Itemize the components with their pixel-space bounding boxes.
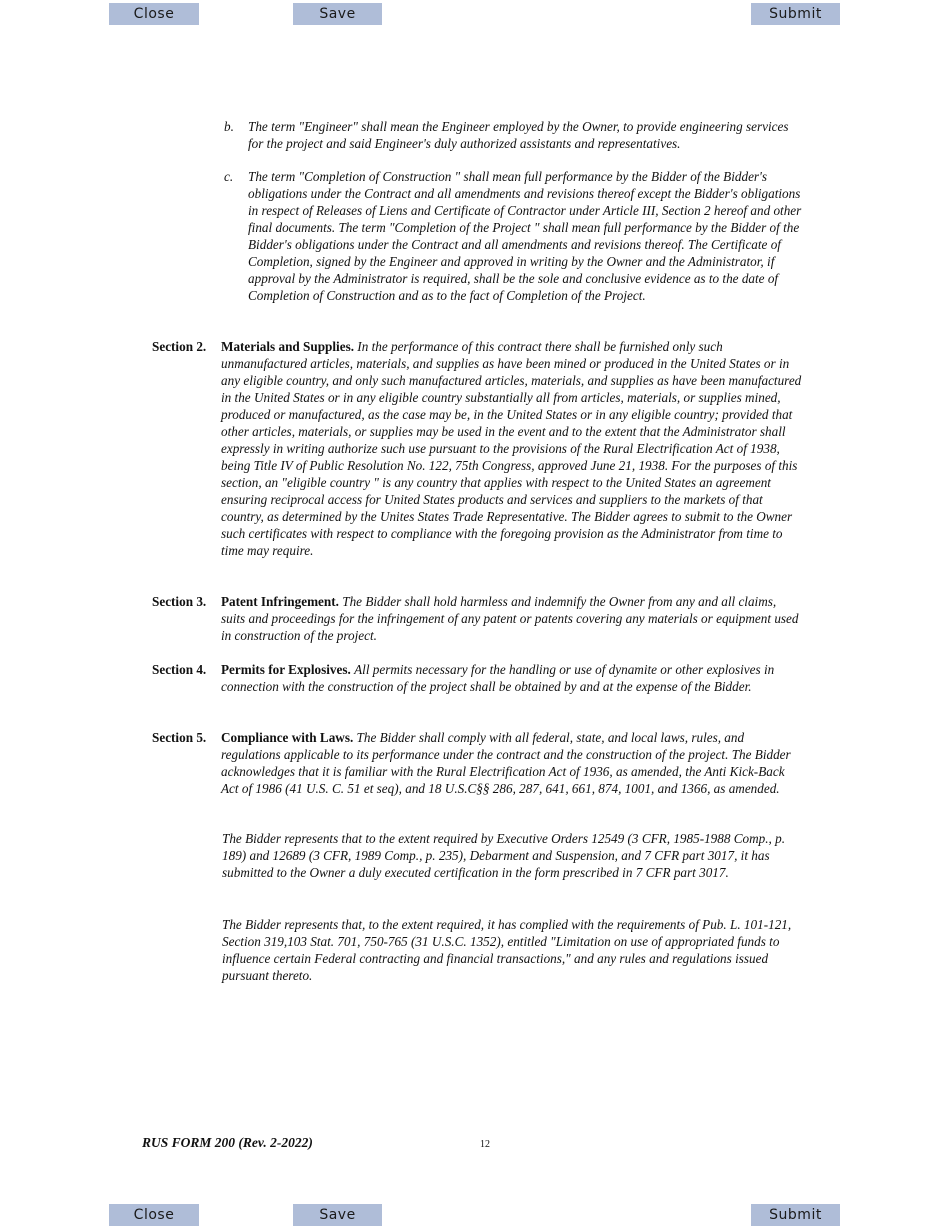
save-button[interactable]: Save	[293, 1204, 382, 1226]
definition-item-c	[224, 168, 804, 304]
section-text: The Bidder shall hold harmless and indemnify the Owner from any and all claims, suits and proceedings for the infringement of any patent or patents covering any materials or equipment used in construction of the project.	[221, 594, 799, 643]
section-text: The Bidder shall comply with all federal, state, and local laws, rules, and regulations applicable to its performance under the contract and the construction of the project. The Bidder acknowledges that it is familiar with the Rural Electrification Act of 1936, as amended, the Anti Kick-Back Act of 1986 (41 U.S. C. 51 et seq), and 18 U.S.C§§ 286, 287, 641, 661, 874, 1001, and 1366, as amended.	[221, 730, 791, 796]
item-text: The term "Completion of Construction " shall mean full performance by the Bidder of the Bidder's obligations under the Contract and all amendments and revisions thereof except the Bidder's obligations in respect of Releases of Liens and Certificate of Contractor under Article III, Section 2 hereof and other final documents. The term "Completion of the Project " shall mean full performance by the Bidder of the Bidder's obligations under the Contract and all amendments and revisions thereof. The Certificate of Completion, signed by the Engineer and approved in writing by the Owner and the Administrator, if approval by the Administrator is required, shall be the sole and conclusive evidence as to the date of Completion of Construction and as to the fact of Completion of the Project.	[248, 169, 802, 303]
close-button[interactable]: Close	[109, 1204, 199, 1226]
page-number: 12	[480, 1139, 490, 1150]
section-5	[152, 729, 802, 797]
section-text: All permits necessary for the handling or use of dynamite or other explosives in connection with the construction of the project shall be obtained by and at the expense of the Bidder.	[221, 662, 775, 694]
section-3	[152, 593, 802, 644]
item-marker: b.	[224, 119, 234, 134]
section-4	[152, 661, 802, 695]
section-number: Section 3.	[152, 594, 207, 609]
section-2	[152, 338, 802, 559]
section-title: Patent Infringement.	[221, 594, 339, 609]
section-title: Compliance with Laws.	[221, 730, 354, 745]
section-text: In the performance of this contract there shall be furnished only such unmanufactured articles, materials, and supplies as have been mined or produced in the United States or in any eligible country, and only such manufactured articles, materials, and supplies as have been manufactured in the United States or in any eligible country substantially all from articles, materials, or supplies mined, produced or manufactured, as the case may be, in the United States or in any eligible country; provided that other articles, materials, or supplies may be used in the event and to the extent that the Administrator shall expressly in writing authorize such use pursuant to the provisions of the Rural Electrification Act of 1938, being Title IV of Public Resolution No. 122, 75th Congress, approved June 21, 1938. For the purposes of this section, an "eligible country " is any country that applies with respect to the United States an agreement ensuring reciprocal access for United States products and services and suppliers to the markets of that country, as determined by the Unites States Trade Representative. The Bidder agrees to submit to the Owner such certificates with respect to compliance with the foregoing provision as the Administrator from time to time may require.	[221, 339, 802, 558]
section-5-paragraph-debarment: The Bidder represents that to the extent required by Executive Orders 12549 (3 CFR, 1985-1988 Comp., p. 189) and 12689 (3 CFR, 1989 Comp., p. 235), Debarment and Suspension, and 7 CFR part 3017, it has submitted to the Owner a duly executed certification in the form prescribed in 7 CFR part 3017.	[222, 831, 786, 880]
submit-button[interactable]: Submit	[751, 1204, 840, 1226]
save-button[interactable]: Save	[293, 3, 382, 25]
section-title: Permits for Explosives.	[221, 662, 351, 677]
submit-button[interactable]: Submit	[751, 3, 840, 25]
section-5-paragraph-lobbying: The Bidder represents that, to the extent required, it has complied with the requirements of Pub. L. 101-121, Section 319,103 Stat. 701, 750-765 (31 U.S.C. 1352), entitled "Limitation on use of appropriated funds to influence certain Federal contracting and financial transactions," and any rules and regulations issued pursuant thereto.	[222, 917, 792, 983]
section-number: Section 2.	[152, 339, 207, 354]
section-number: Section 5.	[152, 730, 207, 745]
form-identifier: RUS FORM 200 (Rev. 2-2022)	[142, 1135, 313, 1150]
item-marker: c.	[224, 169, 234, 184]
section-title: Materials and Supplies.	[221, 339, 354, 354]
item-text: The term "Engineer" shall mean the Engineer employed by the Owner, to provide engineering services for the project and said Engineer's duly authorized assistants and representatives.	[248, 119, 789, 151]
definition-item-b	[224, 118, 804, 152]
section-number: Section 4.	[152, 662, 207, 677]
close-button[interactable]: Close	[109, 3, 199, 25]
